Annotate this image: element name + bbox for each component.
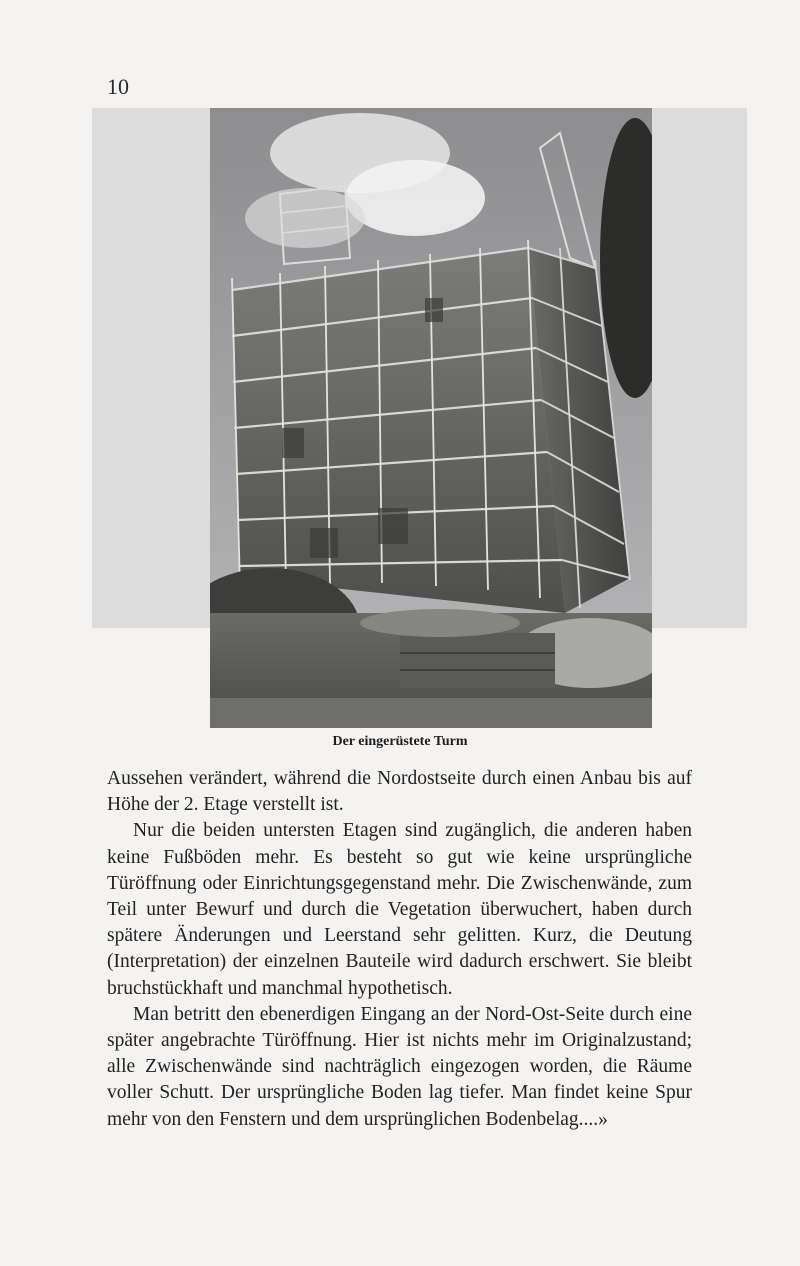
page-number: 10 <box>107 74 129 99</box>
paragraph: Aussehen verändert, während die Nordostseite durch einen Anbau bis auf Höhe der 2. Etage verstellt ist. <box>107 768 692 816</box>
paragraph: Nur die beiden untersten Etagen sind zugänglich, die anderen haben keine Fußböden mehr. Es besteht so gut wie keine ursprüngliche Türöffnung oder Einrichtungsgegenstand mehr. Die Zwischenwände, zum Teil unter Bewurf und durch die Vegetation überwuchert, haben durch spätere Änderungen und Leerstand sehr gelitten. Kurz, die Deutung (Interpretation) der einzelnen Bauteile wird dadurch erschwert. Sie bleibt bruchstückhaft und manchmal hypothetisch. <box>107 820 692 999</box>
scaffolded-tower-photo <box>210 108 652 728</box>
paragraph: Man betritt den ebenerdigen Eingang an der Nord-Ost-Seite durch eine später angebrachte Türöffnung. Hier ist nichts mehr im Originalzustand; alle Zwischenwände sind nachträglich eingezogen worden, die Räume voller Schutt. Der ursprüngliche Boden lag tiefer. Man findet keine Spur mehr von den Fenstern und dem ursprünglichen Bodenbelag....» <box>107 1003 692 1130</box>
body-text <box>107 766 692 1133</box>
figure-caption: Der eingerüstete Turm <box>332 734 468 749</box>
figure-photo <box>210 108 652 728</box>
